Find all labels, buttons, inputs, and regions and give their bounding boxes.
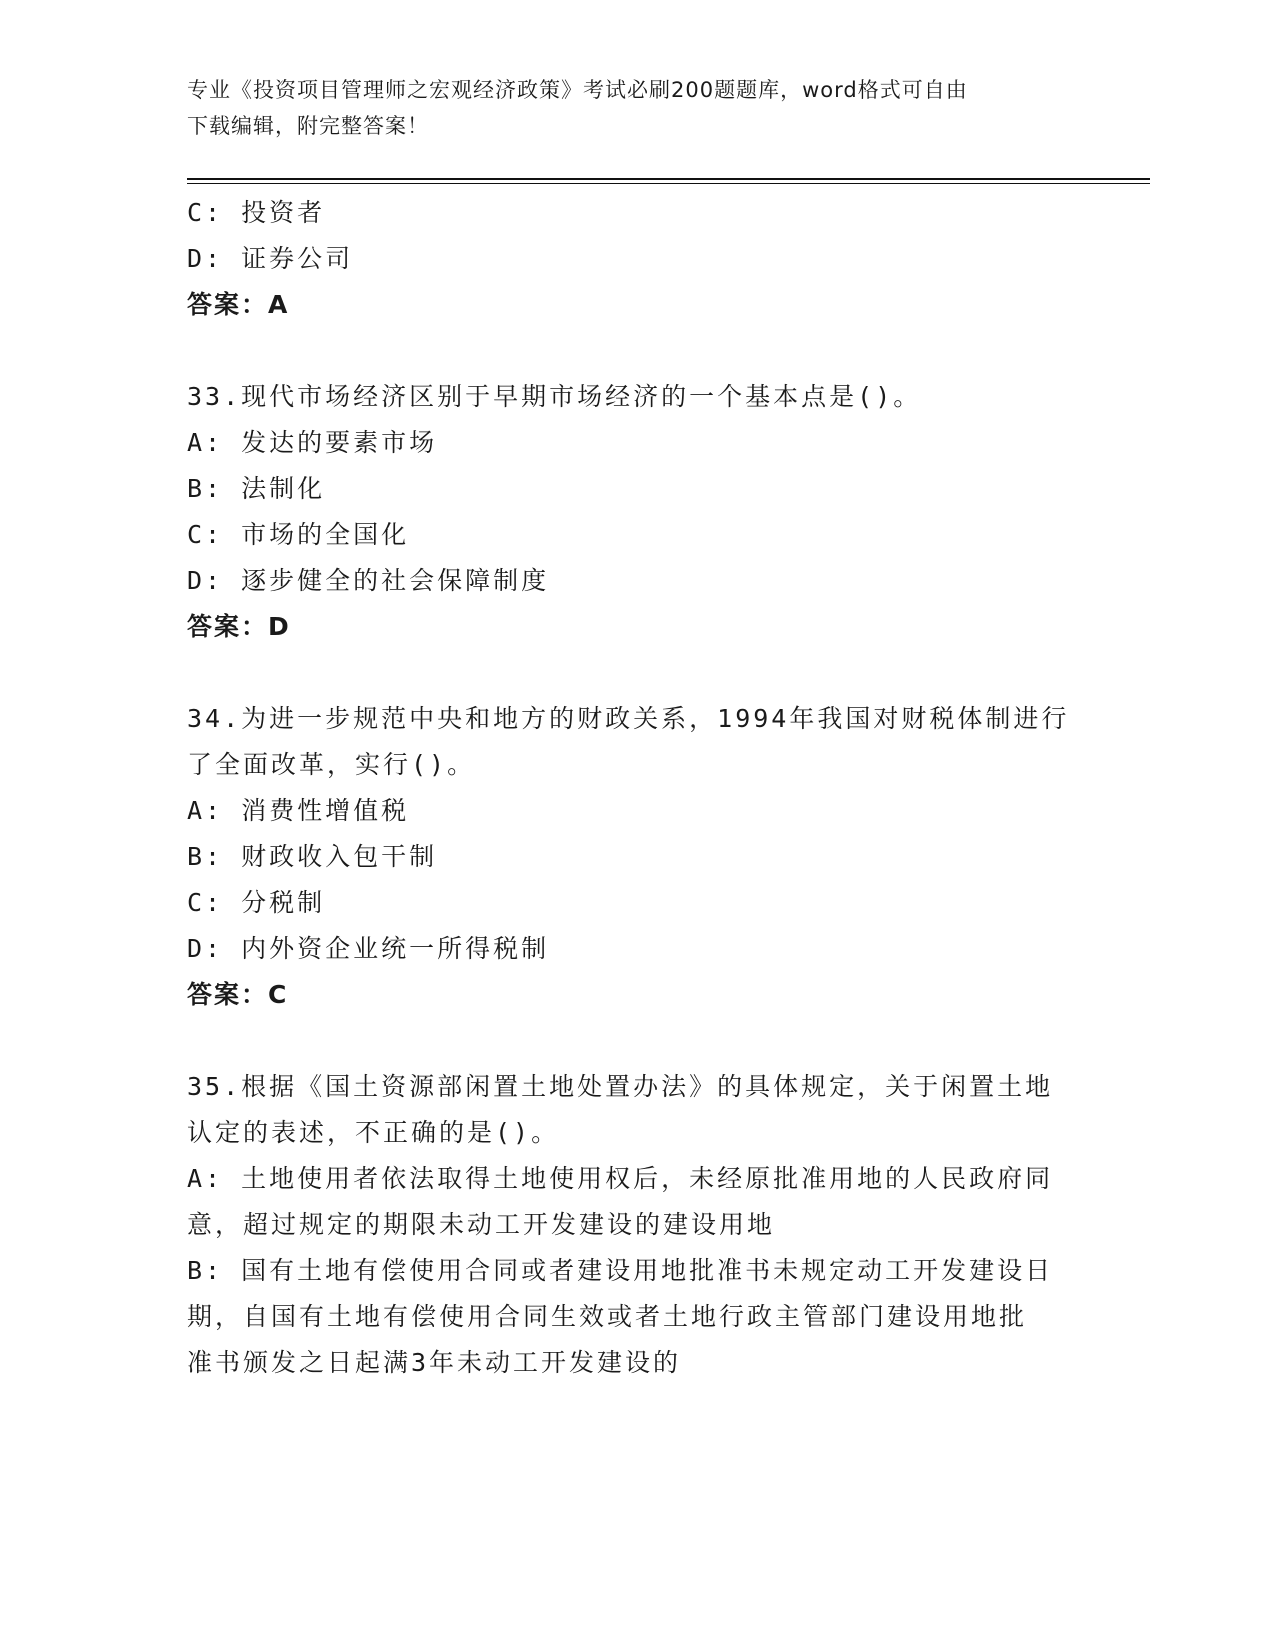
question-line: 准书颁发之日起满3年未动工开发建设的 [187, 1348, 682, 1377]
question-line: 了全面改革，实行()。 [187, 750, 476, 779]
question-line: D: 证券公司 [187, 244, 354, 273]
spacer [187, 328, 1087, 374]
header-line-1: 专业《投资项目管理师之宏观经济政策》考试必刷200题题库，word格式可自由 [187, 78, 968, 102]
header-line-2: 下载编辑，附完整答案！ [187, 114, 429, 138]
header-divider-thin [187, 183, 1150, 184]
question-line: C: 分税制 [187, 888, 326, 917]
header-divider-thick [187, 178, 1150, 180]
spacer [187, 1018, 1087, 1064]
question-line: A: 消费性增值税 [187, 796, 410, 825]
answer-line: 答案：D [187, 612, 291, 641]
question-line: 33.现代市场经济区别于早期市场经济的一个基本点是()。 [187, 382, 922, 411]
question-line: 34.为进一步规范中央和地方的财政关系，1994年我国对财税体制进行 [187, 704, 1070, 733]
question-line: 35.根据《国土资源部闲置土地处置办法》的具体规定，关于闲置土地 [187, 1072, 1054, 1101]
question-line: C: 市场的全国化 [187, 520, 410, 549]
spacer [187, 650, 1087, 696]
question-line: 意，超过规定的期限未动工开发建设的建设用地 [187, 1210, 776, 1239]
question-line: 期，自国有土地有偿使用合同生效或者土地行政主管部门建设用地批 [187, 1302, 1028, 1331]
question-line: B: 财政收入包干制 [187, 842, 438, 871]
question-line: C: 投资者 [187, 198, 326, 227]
question-line: B: 国有土地有偿使用合同或者建设用地批准书未规定动工开发建设日 [187, 1256, 1054, 1285]
document-header [187, 72, 1067, 144]
question-line: 认定的表述，不正确的是()。 [187, 1118, 560, 1147]
question-content [187, 190, 1087, 1386]
answer-line: 答案：C [187, 980, 289, 1009]
question-line: D: 逐步健全的社会保障制度 [187, 566, 550, 595]
question-line: B: 法制化 [187, 474, 326, 503]
question-line: D: 内外资企业统一所得税制 [187, 934, 550, 963]
answer-line: 答案：A [187, 290, 290, 319]
question-line: A: 发达的要素市场 [187, 428, 438, 457]
question-line: A: 土地使用者依法取得土地使用权后，未经原批准用地的人民政府同 [187, 1164, 1054, 1193]
